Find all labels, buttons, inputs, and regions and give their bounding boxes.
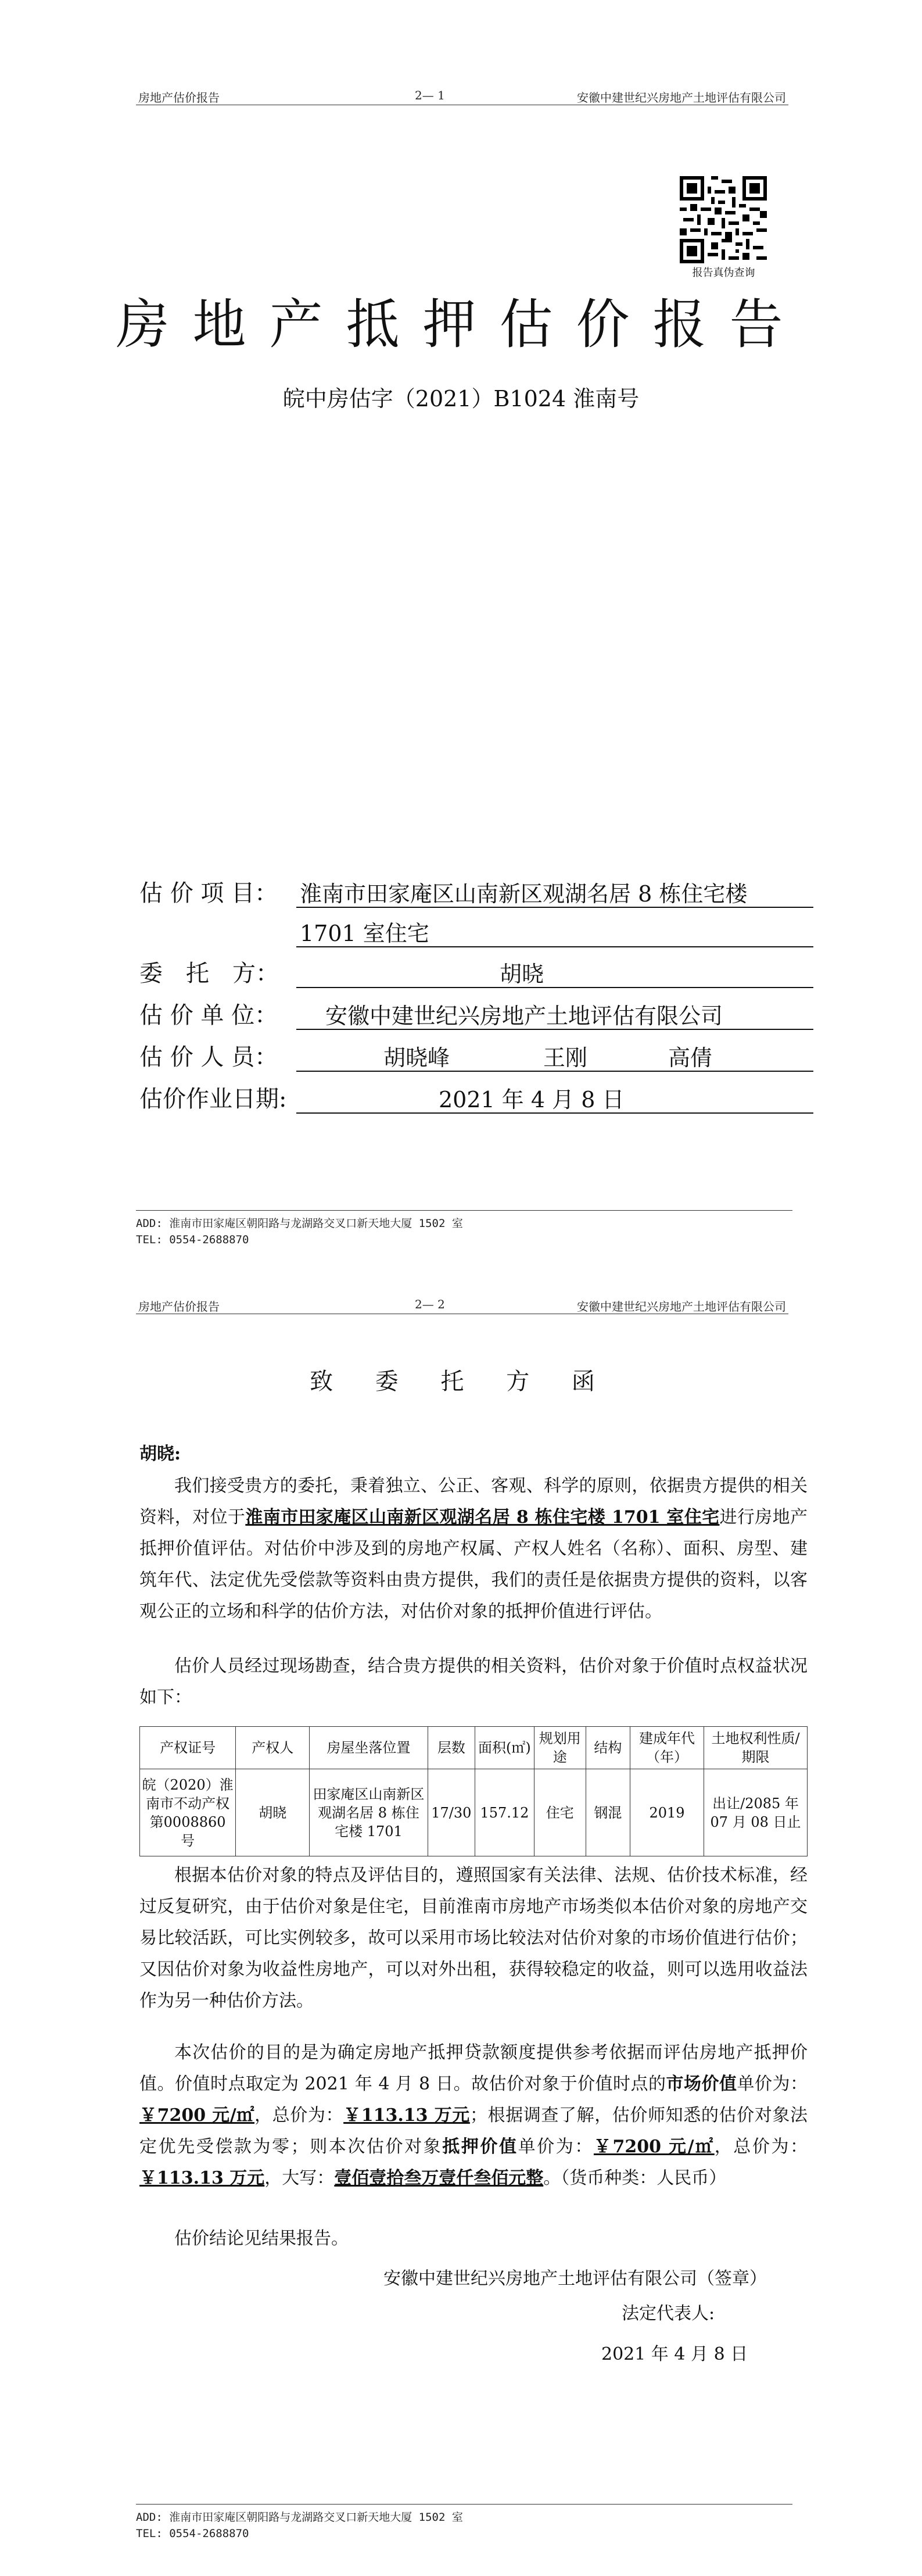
footer-address: ADD: 淮南市田家庵区朝阳路与龙湖路交叉口新天地大厦 1502 室 (136, 1217, 463, 1230)
page-header: 房地产估价报告 2— 2 安徽中建世纪兴房地产土地评估有限公司 (136, 1296, 788, 1314)
field-staff-label: 估 价 人 员： (139, 1044, 278, 1071)
letter-salutation: 胡晓: (139, 1444, 181, 1464)
header-page-number: 2— 2 (415, 1297, 445, 1311)
page-footer (136, 1210, 792, 1248)
report-title: 房地产抵押估价报告 (116, 294, 806, 356)
qr-code-icon[interactable] (680, 176, 767, 263)
footer-tel: TEL: 0554-2688870 (136, 1233, 249, 1246)
property-table (139, 1726, 808, 1856)
letter-paragraph-3: 根据本估价对象的特点及评估目的，遵照国家有关法律、法规、估价技术标准，经过反复研究，由于估价对象是住宅，目前淮南市房地产市场类似本估价对象的房地产交易比较活跃，可比实例较多，故可以采用市场比较法对估价对象的市场价值进行估价；又因估价对象为收益性房地产，可以对外出租，获得较稳定的收益，则可以选用收益法作为另一种估价方法。 (139, 1865, 808, 2011)
letter-title: 致 委 托 方 函 (310, 1368, 612, 1395)
field-client-label: 委 托 方： (139, 960, 279, 987)
header-page-number: 2— 1 (415, 88, 445, 102)
field-staff-value-2: 王刚 (543, 1045, 588, 1071)
signature-date: 2021 年 4 月 8 日 (601, 2344, 748, 2364)
field-project-label: 估 价 项 目： (139, 880, 278, 907)
field-client-value: 胡晓 (500, 961, 544, 987)
signature-representative: 法定代表人: (622, 2303, 715, 2324)
market-total-price: ￥113.13 万元 (343, 2105, 470, 2126)
letter-paragraph-5: 估价结论见结果报告。 (174, 2228, 349, 2249)
field-date-value: 2021 年 4 月 8 日 (439, 1087, 625, 1112)
field-unit-label: 估 价 单 位： (139, 1002, 278, 1029)
mortgage-unit-price: ￥7200 元/㎡ (593, 2137, 715, 2157)
field-staff-value-3: 高倩 (668, 1045, 713, 1071)
page-footer: ADD: 淮南市田家庵区朝阳路与龙湖路交叉口新天地大厦 1502 室 TEL: 0554-2688870 (136, 2504, 792, 2542)
letter-paragraph-2: 估价人员经过现场勘查，结合贵方提供的相关资料，估价对象于价值时点权益状况如下： (139, 1656, 808, 1708)
property-address: 淮南市田家庵区山南新区观湖名居 8 栋住宅楼 1701 室住宅 (245, 1507, 720, 1527)
header-right: 安徽中建世纪兴房地产土地评估有限公司 (577, 91, 786, 105)
letter-paragraph-4: 本次估价的目的是为确定房地产抵押贷款额度提供参考依据而评估房地产抵押价值。价值时点取定为 2021 年 4 月 8 日。故估价对象于价值时点的市场价值单价为：￥7200 元/㎡，总价为：￥113.13 万元；根据调查了解，估价师知悉的估价对象法定优先受偿款为零；则本次估价对象抵押价值单价为：￥7200 元/㎡，总价为：￥113.13 万元，大写：壹佰壹拾叁万壹仟叁佰元整。（货币种类：人民币） (139, 2042, 808, 2188)
field-project-value-line2: 1701 室住宅 (300, 921, 429, 946)
report-number: 皖中房估字（2021）B1024 淮南号 (282, 386, 640, 412)
page-header (136, 87, 788, 105)
table-header-row: 产权证号 产权人 房屋坐落位置 层数 面积(㎡) 规划用途 结构 建成年代（年） 土地权利性质/期限 (140, 1727, 808, 1769)
field-project-value: 淮南市田家庵区山南新区观湖名居 8 栋住宅楼 (300, 881, 748, 907)
amount-in-words: 壹佰壹拾叁万壹仟叁佰元整 (334, 2168, 544, 2188)
market-unit-price: ￥7200 元/㎡ (139, 2105, 254, 2126)
qr-caption: 报告真伪查询 (692, 267, 755, 279)
letter-paragraph-1: 我们接受贵方的委托，秉着独立、公正、客观、科学的原则，依据贵方提供的相关资料，对位于淮南市田家庵区山南新区观湖名居 8 栋住宅楼 1701 室住宅进行房地产抵押价值评估。对估价中涉及到的房地产权属、产权人姓名（名称）、面积、房型、建筑年代、法定优先受偿款等资料由贵方提供，我们的责任是依据贵方提供的资料，以客观公正的立场和科学的估价方法，对估价对象的抵押价值进行评估。 (139, 1476, 808, 1622)
page-1 (0, 0, 922, 1285)
field-date-label: 估价作业日期: (139, 1086, 287, 1112)
header-left: 房地产估价报告 (138, 91, 220, 105)
mortgage-total-price: ￥113.13 万元 (139, 2168, 265, 2188)
field-unit-value: 安徽中建世纪兴房地产土地评估有限公司 (325, 1003, 723, 1029)
field-staff-value-1: 胡晓峰 (383, 1045, 450, 1071)
table-row: 皖（2020）淮南市不动产权第0008860 号 胡晓 田家庵区山南新区观湖名居 8 栋住宅楼 1701 17/30 157.12 住宅 钢混 2019 出让/2085 年 07 月 08 日止 (140, 1769, 808, 1856)
signature-company: 安徽中建世纪兴房地产土地评估有限公司（签章） (383, 2269, 767, 2289)
